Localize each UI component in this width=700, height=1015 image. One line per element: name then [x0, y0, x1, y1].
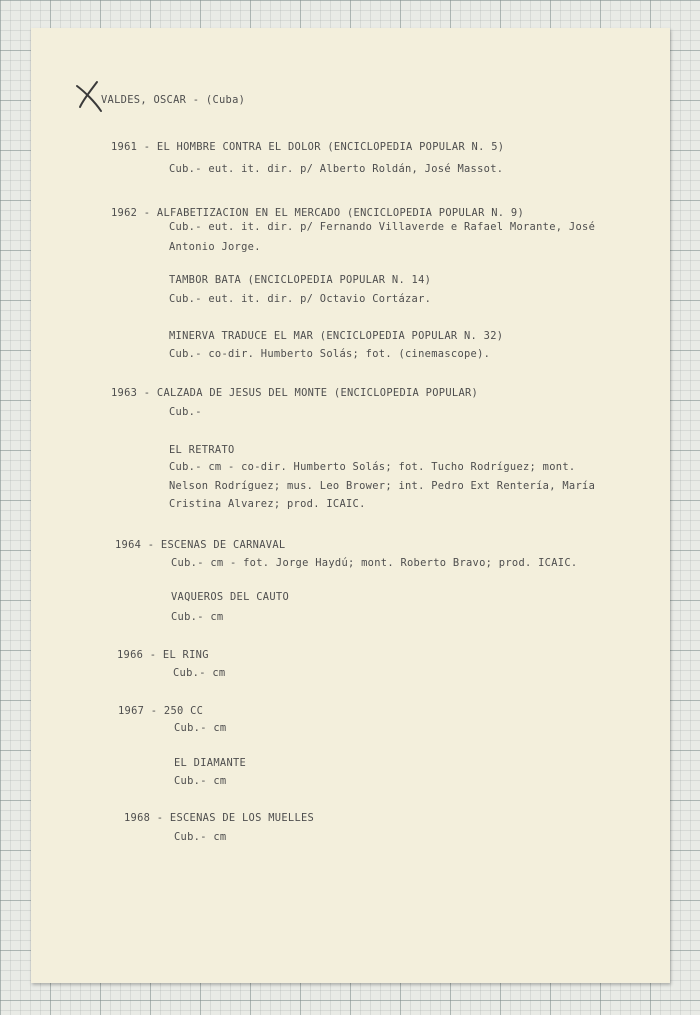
entry-1966-title: 1966 - EL RING	[117, 649, 209, 661]
entry-vaqueros-title: VAQUEROS DEL CAUTO	[171, 591, 290, 603]
entry-tambor-title: TAMBOR BATA (ENCICLOPEDIA POPULAR N. 14)	[169, 274, 432, 286]
entry-retrato-credits-cont: Nelson Rodríguez; mus. Leo Brower; int. Pedro Ext Rentería, María	[169, 480, 596, 492]
entry-minerva-credits: Cub.- co-dir. Humberto Solás; fot. (cinemascope).	[169, 348, 491, 360]
entry-1966-credits: Cub.- cm	[173, 667, 226, 679]
entry-tambor-credits: Cub.- eut. it. dir. p/ Octavio Cortázar.	[169, 293, 432, 305]
entry-1963-title: 1963 - CALZADA DE JESUS DEL MONTE (ENCICLOPEDIA POPULAR)	[111, 387, 479, 399]
entry-vaqueros-credits: Cub.- cm	[171, 611, 224, 623]
entry-1962-credits: Cub.- eut. it. dir. p/ Fernando Villaverde e Rafael Morante, José	[169, 221, 596, 233]
entry-1967-credits: Cub.- cm	[174, 722, 227, 734]
entry-1968-credits: Cub.- cm	[174, 831, 227, 843]
entry-diamante-title: EL DIAMANTE	[174, 757, 247, 769]
entry-1964-credits: Cub.- cm - fot. Jorge Haydú; mont. Roberto Bravo; prod. ICAIC.	[171, 557, 578, 569]
entry-1967-title: 1967 - 250 CC	[118, 705, 204, 717]
entry-1962-title: 1962 - ALFABETIZACION EN EL MERCADO (ENCICLOPEDIA POPULAR N. 9)	[111, 207, 525, 219]
entry-retrato-credits: Cub.- cm - co-dir. Humberto Solás; fot. Tucho Rodríguez; mont.	[169, 461, 576, 473]
entry-1962-credits-cont: Antonio Jorge.	[169, 241, 261, 253]
entry-retrato-credits-end: Cristina Alvarez; prod. ICAIC.	[169, 498, 366, 510]
entry-retrato-title: EL RETRATO	[169, 444, 235, 456]
entry-minerva-title: MINERVA TRADUCE EL MAR (ENCICLOPEDIA POPULAR N. 32)	[169, 330, 504, 342]
entry-diamante-credits: Cub.- cm	[174, 775, 227, 787]
entry-1968-title: 1968 - ESCENAS DE LOS MUELLES	[124, 812, 315, 824]
entry-1963-credits: Cub.-	[169, 406, 202, 418]
entry-1961-title: 1961 - EL HOMBRE CONTRA EL DOLOR (ENCICLOPEDIA POPULAR N. 5)	[111, 141, 505, 153]
document-header: VALDES, OSCAR - (Cuba)	[101, 94, 246, 106]
entry-1964-title: 1964 - ESCENAS DE CARNAVAL	[115, 539, 286, 551]
typed-index-card	[31, 28, 670, 983]
entry-1961-credits: Cub.- eut. it. dir. p/ Alberto Roldán, José Massot.	[169, 163, 504, 175]
